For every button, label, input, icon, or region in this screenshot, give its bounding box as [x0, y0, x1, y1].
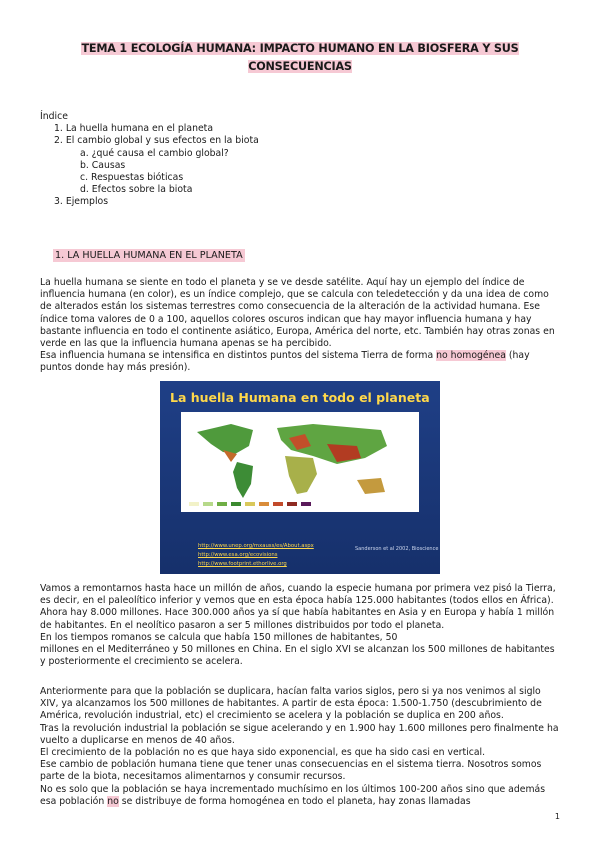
toc-item: 2. El cambio global y sus efectos en la biota: [54, 135, 259, 147]
figure-human-footprint: [160, 381, 440, 574]
paragraph-text: El crecimiento de la población no es que haya sido exponencial, es que ha sido casi en vertical.: [40, 747, 486, 759]
paragraph-text: Esa influencia humana se intensifica en distintos puntos del sistema Tierra de forma no homogénea (hay puntos donde hay más presión).: [40, 350, 530, 374]
paragraph-text: Tras la revolución industrial la población se sigue acelerando y en 1.900 hay 1.600 millones pero finalmente ha vuelto a duplicarse en menos de 40 años.: [40, 722, 559, 746]
figure-credit: Sanderson et al 2002, Bioscience: [355, 546, 439, 552]
paragraph-huella: [40, 277, 560, 375]
toc-subitem: c. Respuestas bióticas: [80, 172, 184, 184]
toc-item: 3. Ejemplos: [54, 196, 109, 208]
toc-heading: Índice: [40, 111, 68, 122]
highlight: no: [107, 795, 119, 807]
toc-subitem: d. Efectos sobre la biota: [80, 184, 193, 196]
figure-link[interactable]: http://www.esa.org/ecovisions: [198, 552, 278, 558]
figure-link[interactable]: http://www.footprint.ethorlive.org: [198, 561, 287, 567]
figure-link[interactable]: http://www.unep.org/mxauss/es/About.aspx: [198, 543, 314, 549]
toc-subitem: b. Causas: [80, 159, 126, 171]
paragraph-text: Anteriormente para que la población se duplicara, hacían falta varios siglos, pero si ya nos venimos al siglo XIV, ya alcanzamos los 500 millones de habitantes. A partir de esta época: 1.500-1.750 (descubrimiento de América, revolución industrial, etc) el crecimiento se acelera y la población se duplica en 200 años.: [40, 686, 542, 722]
paragraph-text: En los tiempos romanos se calcula que había 150 millones de habitantes, 50: [40, 631, 398, 643]
world-map-image: [181, 412, 419, 512]
toc-subitem: a. ¿qué causa el cambio global?: [80, 147, 229, 159]
paragraph-crecimiento: [40, 686, 560, 808]
section-heading: 1. LA HUELLA HUMANA EN EL PLANETA: [55, 250, 243, 261]
page-number: 1: [554, 812, 560, 821]
toc-item: 1. La huella humana en el planeta: [54, 123, 214, 135]
document-title: TEMA 1 ECOLOGÍA HUMANA: IMPACTO HUMANO EN LA BIOSFERA Y SUS CONSECUENCIAS: [81, 42, 519, 73]
paragraph-text: Ese cambio de población humana tiene que tener unas consecuencias en el sistema tierra. Nosotros somos parte de la biota, necesitamos alimentarnos y consumir recursos.: [40, 759, 542, 783]
paragraph-text: No es solo que la población se haya incrementado muchísimo en los últimos 100-200 años sino que además esa población no se distribuye de forma homogénea en todo el planeta, hay zonas llamadas: [40, 783, 546, 807]
figure-title: La huella Humana en todo el planeta: [170, 390, 430, 405]
paragraph-historia: [40, 583, 560, 668]
highlight: no homogénea: [436, 350, 506, 362]
paragraph-text: millones en el Mediterráneo y 50 millones en China. En el siglo XVI se alcanzan los 500 millones de habitantes y posteriormente el crecimiento se acelera.: [40, 644, 555, 668]
table-of-contents: [40, 111, 259, 209]
paragraph-text: La huella humana se siente en todo el planeta y se ve desde satélite. Aquí hay un ejemplo del índice de influencia humana (en color), es un índice complejo, que se calcula con teledetección y da una idea de como de alterados están los sistemas terrestres como consecuencia de la alteración de la actividad humana. Ese índice toma valores de 0 a 100, aquellos colores oscuros indican que hay mayor influencia humana y hay bastante influencia en todo el continente asiático, Europa, América del norte, etc. También hay otras zonas en verde en las que la influencia humana apenas se ha percibido.: [40, 277, 555, 350]
paragraph-text: Vamos a remontarnos hasta hace un millón de años, cuando la especie humana por primera vez pisó la Tierra, es decir, en el paleolítico inferior y vemos que en esta época había 125.000 habitantes (todos ellos en África). Ahora hay 8.000 millones. Hace 300.000 años ya sí que había habitantes en Asia y en Europa y había 1 millón de habitantes. En el neolítico pasaron a ser 5 millones distribuidos por todo el planeta.: [40, 583, 556, 631]
